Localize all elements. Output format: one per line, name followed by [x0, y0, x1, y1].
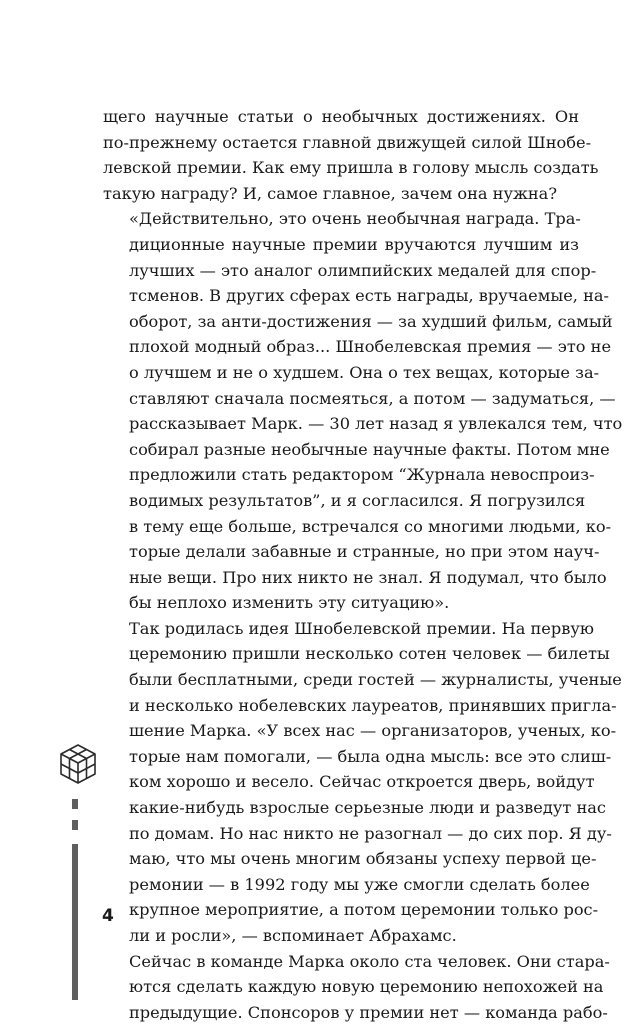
margin-rule-bar — [72, 844, 78, 1000]
text-line: оборот, за анти-достижения — за худший фильм, самый — [129, 311, 613, 331]
margin-rule-dot — [72, 799, 78, 809]
text-line: бы неплохо изменить эту ситуацию». — [129, 593, 450, 613]
text-line: по домам. Но нас никто не разогнал — до сих пор. Я ду- — [129, 823, 612, 843]
text-line: шение Марка. «У всех нас — организаторов, ученых, ко- — [129, 721, 617, 741]
text-line: какие-нибудь взрослые серьезные люди и разведут нас — [129, 798, 606, 818]
text-line: торые делали забавные и странные, но при этом науч- — [129, 542, 600, 562]
body-text — [103, 104, 623, 1025]
text-line: такую награду? И, самое главное, зачем она нужна? — [103, 183, 558, 203]
text-line: плохой модный образ... Шнобелевская премия — это не — [129, 337, 612, 357]
paragraph-4 — [103, 949, 610, 1025]
text-line: ремонии — в 1992 году мы уже смогли сделать более — [129, 874, 590, 894]
page-number: 4 — [102, 906, 114, 926]
text-line: предыдущие. Спонсоров у премии нет — команда рабо- — [129, 1002, 608, 1022]
text-line: крупное мероприятие, а потом церемонии только рос- — [129, 900, 599, 920]
text-line: ком хорошо и весело. Сейчас откроется дверь, войдут — [129, 772, 595, 792]
text-line: собирал разные необычные научные факты. Потом мне — [129, 439, 610, 459]
text-line: тсменов. В других сферах есть награды, вручаемые, на- — [129, 286, 609, 306]
text-line: о лучшем и не о худшем. Она о тех вещах, которые за- — [129, 362, 600, 382]
paragraph-2 — [103, 206, 623, 616]
text-line: по-прежнему остается главной движущей силой Шнобе- — [103, 132, 592, 152]
text-line: левской премии. Как ему пришла в голову мысль создать — [103, 158, 599, 178]
text-line: лучших — это аналог олимпийских медалей для спор- — [129, 260, 597, 280]
text-line: рассказывает Марк. — 30 лет назад я увлекался тем, что — [129, 414, 623, 434]
text-line: ставляют сначала посмеяться, а потом — задуматься, — — [129, 388, 616, 408]
text-line: церемонию пришли несколько сотен человек — билеты — [129, 644, 610, 664]
text-line: торые нам помогали, — была одна мысль: все это слиш- — [129, 746, 612, 766]
text-line: щего научные статьи о необычных достижениях. Он — [103, 107, 579, 126]
text-line: водимых результатов”, и я согласился. Я погрузился — [129, 490, 586, 510]
text-line: ные вещи. Про них никто не знал. Я подумал, что было — [129, 567, 607, 587]
margin-rule-dot — [72, 820, 78, 830]
text-line: «Действительно, это очень необычная награда. Тра- — [129, 209, 581, 229]
text-line: Сейчас в команде Марка около ста человек. Они стара- — [129, 951, 610, 971]
text-line: предложили стать редактором “Журнала невоспроиз- — [129, 465, 595, 485]
text-line: были бесплатными, среди гостей — журналисты, ученые — [129, 670, 622, 690]
text-line: ли и росли», — вспоминает Абрахамс. — [129, 926, 457, 945]
text-line: Так родилась идея Шнобелевской премии. На первую — [129, 618, 594, 638]
text-line: и несколько нобелевских лауреатов, принявших пригла- — [129, 695, 617, 715]
cube-outline-icon — [58, 742, 98, 786]
text-line: диционные научные премии вручаются лучшим из — [129, 234, 579, 254]
paragraph-1 — [103, 104, 599, 206]
paragraph-3 — [103, 616, 622, 949]
text-line: в тему еще больше, встречался со многими людьми, ко- — [129, 516, 612, 536]
text-line: маю, что мы очень многим обязаны успеху первой це- — [129, 849, 597, 869]
text-line: ются сделать каждую новую церемонию непохожей на — [129, 977, 604, 997]
